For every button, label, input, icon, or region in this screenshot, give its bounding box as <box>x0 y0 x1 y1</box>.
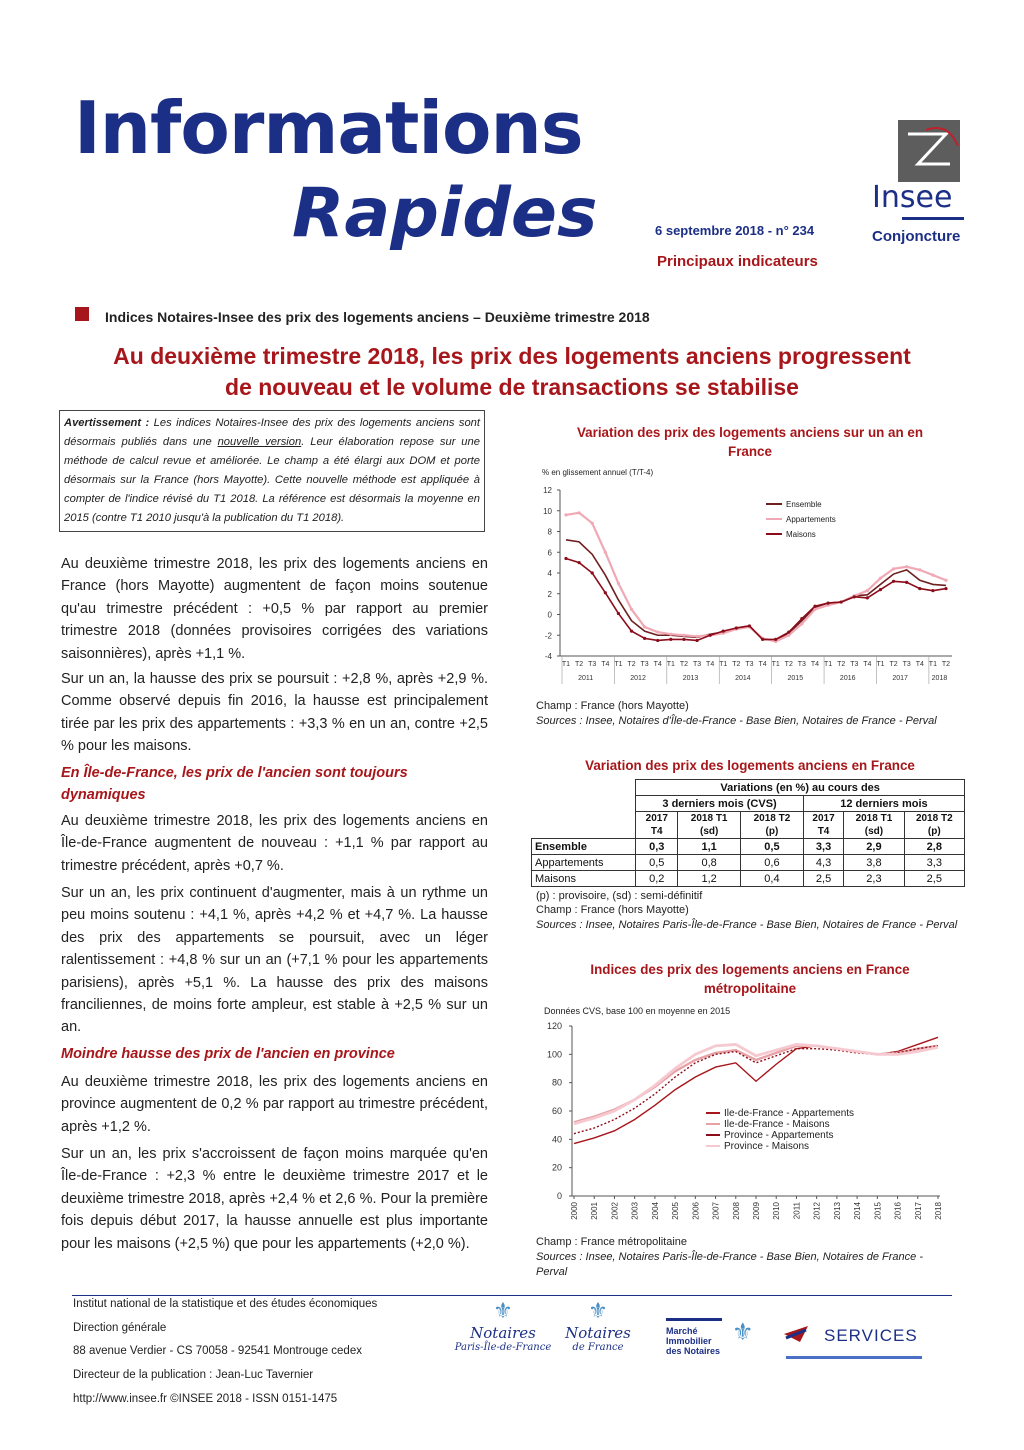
x-tick-label: T2 <box>679 661 689 668</box>
table-cell: 2,8 <box>904 839 964 855</box>
x-tick-label: 2013 <box>832 1202 842 1220</box>
x-tick-label: 2000 <box>570 1202 579 1220</box>
data-point <box>826 601 829 604</box>
x-tick-label: T1 <box>666 661 675 668</box>
data-point <box>695 639 698 642</box>
y-tick-label: 0 <box>556 1191 562 1201</box>
x-tick-label: T4 <box>863 661 872 668</box>
x-tick-label: T1 <box>823 661 833 668</box>
x-tick-label: T2 <box>627 661 636 668</box>
x-tick-label: 2003 <box>630 1202 640 1220</box>
data-point <box>591 522 594 525</box>
data-point <box>918 568 921 571</box>
y-tick-label: 100 <box>546 1049 562 1060</box>
legend-label: Province - Appartements <box>724 1130 834 1141</box>
table-col-header: 2017 T4 <box>636 812 678 839</box>
data-point <box>892 580 895 583</box>
data-point <box>761 638 764 641</box>
data-point <box>892 567 895 570</box>
warning-text-b: . Leur élaboration repose sur une méthode de calcul revue et améliorée. Le champ a été élargi aux DOM et porte désormais sur la France (hors Mayotte). Cette nouvelle méthode est appliquée à compter de l'indice révisé du T1 2018. La référence est désormais la moyenne en 2015 (contre T1 2010 jusqu'à la publication du T1 2018). <box>64 436 480 524</box>
table-group-header: 3 derniers mois (CVS) <box>636 796 804 812</box>
chart1-unit: % en glissement annuel (T/T-4) <box>542 468 654 477</box>
legend-label: Ile-de-France - Maisons <box>724 1119 830 1130</box>
table-col-header: 2018 T2 (p) <box>741 812 804 839</box>
x-tick-label: T4 <box>758 661 767 668</box>
data-point <box>800 617 803 620</box>
legend-label: Appartements <box>786 515 836 524</box>
data-point <box>695 635 698 638</box>
table-cell: 2,5 <box>904 871 964 887</box>
x-tick-label: 2004 <box>650 1202 660 1220</box>
x-tick-label: T2 <box>941 661 951 668</box>
x-tick-label: 2017 <box>913 1202 923 1220</box>
data-point <box>669 633 672 636</box>
x-year-label: 2018 <box>931 675 948 682</box>
y-tick-label: 120 <box>546 1021 562 1031</box>
warning-lead: Avertissement : <box>64 417 150 429</box>
data-point <box>682 634 685 637</box>
notaires-emblem-icon: ⚜ <box>493 1298 513 1323</box>
table-corner <box>532 780 636 839</box>
data-point <box>643 637 646 640</box>
y-tick-label: 10 <box>543 506 552 516</box>
paragraph-3: Au deuxième trimestre 2018, les prix des logements anciens en Île-de-France augmentent de nouveau : +1,1 % par rapport au trimestre précédent, après +0,7 %. <box>61 813 488 874</box>
data-point <box>800 622 803 625</box>
data-point <box>630 608 633 611</box>
x-year-label: 2014 <box>735 675 751 682</box>
x-tick-label: 2014 <box>853 1202 863 1220</box>
x-tick-label: T1 <box>561 661 571 668</box>
insee-logo-tagline: Conjoncture <box>872 228 961 245</box>
data-point <box>748 624 751 627</box>
partner-logo-notaires-france[interactable]: ⚜ Notaires de France <box>553 1298 643 1353</box>
data-point <box>918 587 921 590</box>
rubric-marker-icon <box>75 307 89 321</box>
table-col-header: 2018 T1 (sd) <box>678 812 741 839</box>
legend-label: Maisons <box>786 530 816 539</box>
rubric-title: Indices Notaires-Insee des prix des logements anciens – Deuxième trimestre 2018 <box>105 309 650 325</box>
table-cell: 0,2 <box>636 871 678 887</box>
table-cell: 0,4 <box>741 871 804 887</box>
footer-institute: Institut national de la statistique et des études économiques <box>73 1298 378 1310</box>
headline-line-1: Au deuxième trimestre 2018, les prix des logements anciens progressent <box>113 343 911 369</box>
chart3-unit: Données CVS, base 100 en moyenne en 2015 <box>544 1006 731 1016</box>
table-title: Variation des prix des logements anciens en France <box>585 758 915 773</box>
data-point <box>617 612 620 615</box>
footer-director: Directeur de la publication : Jean-Luc Tavernier <box>73 1369 314 1381</box>
warning-link[interactable]: nouvelle version <box>217 436 302 448</box>
warning-box <box>59 410 485 532</box>
y-tick-label: -4 <box>544 652 552 661</box>
data-point <box>813 605 816 608</box>
x-tick-label: T1 <box>876 661 885 668</box>
x-year-label: 2012 <box>630 675 646 682</box>
chart3-note-sources: Sources : Insee, Notaires Paris-Île-de-France - Base Bien, Notaires de France - Perval <box>536 1251 923 1278</box>
x-tick-label: 2007 <box>711 1202 721 1220</box>
data-point <box>630 630 633 633</box>
x-tick-label: 2008 <box>731 1202 741 1220</box>
x-tick-label: T3 <box>640 661 649 668</box>
price-change-table <box>531 779 965 887</box>
chart1-note-champ: Champ : France (hors Mayotte) <box>536 700 689 712</box>
x-tick-label: T4 <box>915 661 924 668</box>
warning-text-a: Les indices Notaires-Insee des prix des logements anciens sont désormais publiés dans une <box>64 417 480 448</box>
table-cell: 4,3 <box>803 855 843 871</box>
chart3-note-champ: Champ : France métropolitaine <box>536 1236 688 1248</box>
y-tick-label: 8 <box>547 527 552 537</box>
x-tick-label: T2 <box>837 661 846 668</box>
issue-category: Principaux indicateurs <box>657 253 818 270</box>
masthead-subtitle: Rapides <box>292 174 598 253</box>
y-tick-label: 6 <box>547 548 552 558</box>
x-tick-label: 2015 <box>873 1202 883 1220</box>
table-col-header: 2018 T1 (sd) <box>844 812 904 839</box>
table-cell: 0,5 <box>741 839 804 855</box>
x-tick-label: T4 <box>810 661 820 668</box>
x-tick-label: 2001 <box>590 1202 600 1220</box>
footer-address: 88 avenue Verdier - CS 70058 - 92541 Montrouge cedex <box>73 1345 362 1357</box>
y-tick-label: 4 <box>547 569 552 578</box>
table-cell: 3,8 <box>844 855 904 871</box>
x-tick-label: 2012 <box>812 1202 822 1220</box>
data-point <box>617 582 620 585</box>
notaires-emblem-icon: ⚜ <box>588 1298 608 1323</box>
x-tick-label: T3 <box>692 661 702 668</box>
data-point <box>879 577 882 580</box>
section-heading-province: Moindre hausse des prix de l'ancien en province <box>61 1046 395 1062</box>
data-point <box>905 581 908 584</box>
y-tick-label: 80 <box>551 1077 562 1088</box>
insee-logo-word: Insee <box>872 180 953 215</box>
legend-label: Ile-de-France - Appartements <box>724 1108 855 1119</box>
data-point <box>604 591 607 594</box>
data-point <box>840 600 843 603</box>
table-col-header: 2017 T4 <box>803 812 843 839</box>
x-year-label: 2013 <box>682 675 699 682</box>
data-point <box>656 631 659 634</box>
data-point <box>709 634 712 637</box>
masthead-title: Informations <box>74 86 583 170</box>
data-point <box>722 630 725 633</box>
x-tick-label: T4 <box>706 661 715 668</box>
data-point <box>643 625 646 628</box>
table-cell: 1,2 <box>678 871 741 887</box>
chart3-title: Indices des prix des logements anciens en France métropolitaine <box>590 962 910 996</box>
data-point <box>931 573 934 576</box>
x-tick-label: T3 <box>588 661 597 668</box>
data-point <box>787 634 790 637</box>
x-tick-label: 2006 <box>691 1202 701 1220</box>
data-point <box>564 557 567 560</box>
table-cell: 2,5 <box>803 871 843 887</box>
logo-rule <box>902 217 964 220</box>
table-cell: 1,1 <box>678 839 741 855</box>
x-tick-label: T2 <box>889 661 898 668</box>
y-tick-label: 20 <box>551 1162 562 1173</box>
x-tick-label: 2011 <box>792 1202 802 1220</box>
x-tick-label: 2002 <box>610 1202 620 1220</box>
data-point <box>669 638 672 641</box>
paragraph-4: Sur un an, les prix continuent d'augmenter, mais à un rythme un peu moins soutenu : +4,1 %, après +4,2 % et +4,7 %. La hausse des prix des appartements se poursuit, avec un léger ralentissement : +4,8 % sur un an (+7,1 % pour les appartements parisiens), après +5,1 %. La hausse des prix des maisons franciliennes, de moins forte ampleur, est stable à +2,5 % sur un an. <box>61 885 488 1036</box>
services-rule <box>786 1356 922 1359</box>
table-group-header: 12 derniers mois <box>803 796 964 812</box>
x-tick-label: T3 <box>902 661 911 668</box>
x-tick-label: T3 <box>797 661 806 668</box>
paragraph-1: Au deuxième trimestre 2018, les prix des logements anciens en France (hors Mayotte) augmentent de façon moins soutenue qu'au trimestre précédent : +0,5 % par rapport au premier trimestre 2018 (données provisoires corrigées des variations saisonnières), après +1,1 %. <box>61 556 488 662</box>
table-cell: 2,3 <box>844 871 904 887</box>
table-row-label: Ensemble <box>532 839 636 855</box>
x-year-label: 2015 <box>787 675 804 682</box>
data-point <box>604 551 607 554</box>
x-tick-label: T1 <box>614 661 623 668</box>
x-tick-label: T2 <box>784 661 793 668</box>
data-point <box>905 565 908 568</box>
table-cell: 0,5 <box>636 855 678 871</box>
table-note-sources: Sources : Insee, Notaires Paris-Île-de-France - Base Bien, Notaires de France - Perval <box>536 919 958 931</box>
table-cell: 3,3 <box>904 855 964 871</box>
table-cell: 2,9 <box>844 839 904 855</box>
x-tick-label: T3 <box>850 661 859 668</box>
table-cell: 0,6 <box>741 855 804 871</box>
y-tick-label: 0 <box>547 610 552 620</box>
legend-label: Ensemble <box>786 500 822 509</box>
x-year-label: 2011 <box>578 675 594 682</box>
x-tick-label: T1 <box>719 661 728 668</box>
x-tick-label: T2 <box>575 661 584 668</box>
table-col-header: 2018 T2 (p) <box>904 812 964 839</box>
paragraph-5: Au deuxième trimestre 2018, les prix des logements anciens en province augmentent de 0,2 % par rapport au trimestre précédent, après +1,2 %. <box>61 1074 488 1135</box>
table-row-label: Maisons <box>532 871 636 887</box>
x-tick-label: T4 <box>601 661 610 668</box>
y-tick-label: 40 <box>551 1134 562 1145</box>
paragraph-2: Sur un an, la hausse des prix se poursuit : +2,8 %, après +2,9 %. Comme observé depuis fin 2016, la hausse est principalement tirée par les prix des appartements : +3,3 % en un an, contre +2,5 % pour les maisons. <box>61 671 488 755</box>
table-header-top: Variations (en %) au cours des <box>636 780 965 796</box>
data-point <box>578 561 581 564</box>
data-point <box>879 588 882 591</box>
x-tick-label: T3 <box>745 661 754 668</box>
y-tick-label: 60 <box>551 1106 562 1116</box>
data-point <box>944 579 947 582</box>
x-tick-label: T1 <box>928 661 937 668</box>
data-point <box>853 595 856 598</box>
chart1-yoy-price-change <box>530 478 960 690</box>
x-tick-label: T4 <box>653 661 662 668</box>
x-tick-label: 2018 <box>934 1202 943 1220</box>
table-cell: 0,3 <box>636 839 678 855</box>
data-point <box>564 513 567 516</box>
data-point <box>656 639 659 642</box>
data-point <box>866 596 869 599</box>
services-emblem-icon <box>782 1320 810 1348</box>
section-heading-idf: En Île-de-France, les prix de l'ancien sont toujours dynamiques <box>61 765 408 803</box>
footer-direction: Direction générale <box>73 1322 167 1334</box>
x-tick-label: T1 <box>771 661 780 668</box>
table-cell: 3,3 <box>803 839 843 855</box>
footer-url-issn[interactable]: http://www.insee.fr ©INSEE 2018 - ISSN 0151-1475 <box>73 1393 338 1405</box>
x-tick-label: T2 <box>732 661 741 668</box>
x-tick-label: 2016 <box>893 1202 903 1220</box>
data-point <box>578 511 581 514</box>
issue-dateline: 6 septembre 2018 - n° 234 <box>655 223 815 238</box>
data-point <box>944 587 947 590</box>
data-point <box>774 638 777 641</box>
chart1-title: Variation des prix des logements anciens sur un an en France <box>576 425 924 459</box>
legend-label: Province - Maisons <box>724 1141 810 1152</box>
x-tick-label: 2010 <box>772 1202 782 1220</box>
data-point <box>735 626 738 629</box>
data-point <box>931 589 934 592</box>
table-note-legend: (p) : provisoire, (sd) : semi-définitif <box>536 890 703 902</box>
x-tick-label: 2005 <box>671 1202 681 1220</box>
table-row-label: Appartements <box>532 855 636 871</box>
headline <box>60 341 964 403</box>
x-year-label: 2016 <box>839 675 856 682</box>
table-note-champ: Champ : France (hors Mayotte) <box>536 904 689 916</box>
table-cell: 0,8 <box>678 855 741 871</box>
x-year-label: 2017 <box>892 675 908 682</box>
paragraph-6: Sur un an, les prix s'accroissent de façon moins marquée qu'en Île-de-France : +2,3 % entre le deuxième trimestre 2017 et le deuxième trimestre 2018, après +2,4 % et 2,6 %. Pour la première fois depuis début 2017, la hausse annuelle est plus importante pour les maisons (+2,5 %) que pour les appartements (+2,0 %). <box>61 1146 488 1252</box>
data-point <box>866 589 869 592</box>
data-point <box>787 631 790 634</box>
footer-rule <box>72 1295 952 1296</box>
y-tick-label: 2 <box>547 589 552 599</box>
data-point <box>591 571 594 574</box>
headline-line-2: de nouveau et le volume de transactions se stabilise <box>225 374 799 400</box>
data-point <box>682 638 685 641</box>
notaires-emblem-icon: ⚜ <box>732 1319 754 1346</box>
chart1-note-sources: Sources : Insee, Notaires d'Île-de-France - Base Bien, Notaires de France - Perval <box>536 715 937 727</box>
partner-logo-notaires-idf[interactable]: ⚜ Notaires Paris-Île-de-France <box>448 1298 558 1353</box>
y-tick-label: -2 <box>544 631 552 641</box>
insee-emblem-icon <box>898 120 960 182</box>
chart3-price-indices <box>530 1018 960 1230</box>
y-tick-label: 12 <box>543 486 552 495</box>
x-tick-label: 2009 <box>752 1202 761 1220</box>
